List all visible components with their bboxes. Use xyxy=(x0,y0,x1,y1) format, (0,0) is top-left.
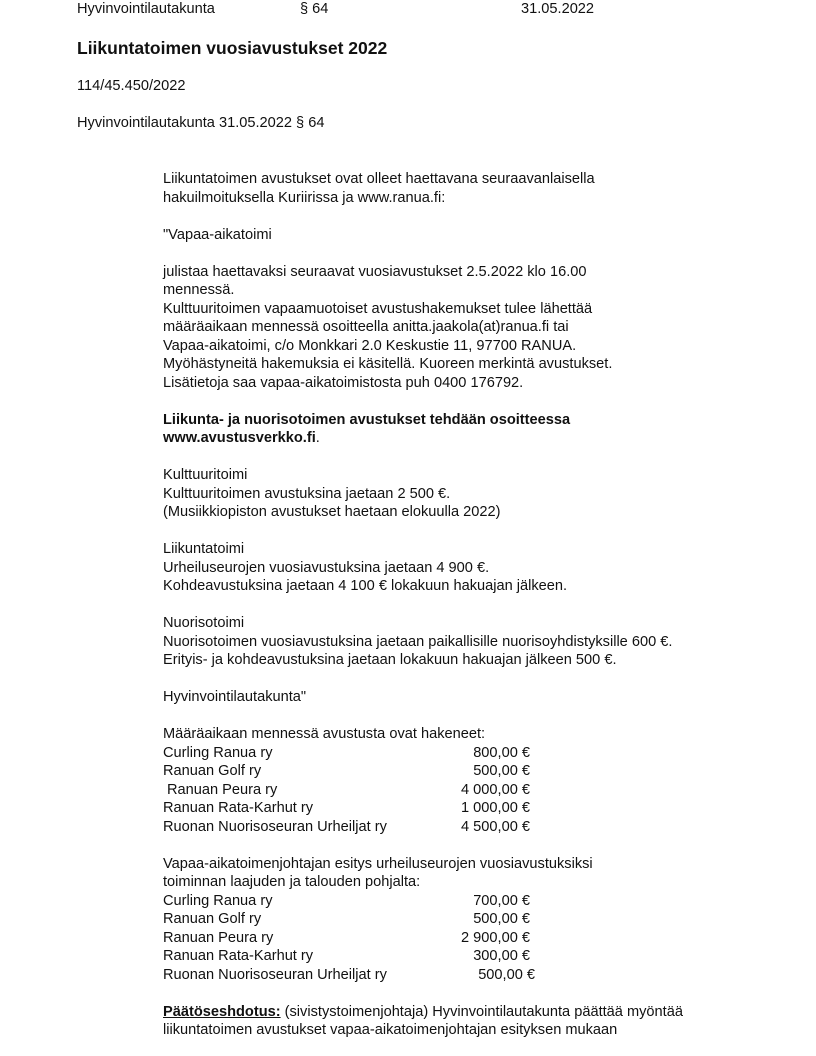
announcement-line: määräaikaan mennessä osoitteella anitta.jaakola(at)ranua.fi tai xyxy=(163,319,569,335)
proposal-heading: Vapaa-aikatoimenjohtajan esitys urheiluseurojen vuosiavustuksiksi xyxy=(163,855,593,872)
header-organ: Hyvinvointilautakunta xyxy=(77,1,215,17)
announcement-line: Lisätietoja saa vapaa-aikatoimistosta puh 0400 176792. xyxy=(163,374,524,391)
decision-text: (sivistystoimenjohtaja) Hyvinvointilautakunta päättää myöntää xyxy=(280,1003,683,1020)
section-line: Kulttuuritoimen avustuksina jaetaan 2 500 €. xyxy=(163,485,451,502)
proposal-amount: 500,00 € xyxy=(473,911,530,927)
diary-number: 114/45.450/2022 xyxy=(77,78,186,94)
announcement-line: julistaa haettavaksi seuraavat vuosiavustukset 2.5.2022 klo 16.00 xyxy=(163,263,587,280)
proposal-name: Ranuan Golf ry xyxy=(163,911,262,927)
decision-line xyxy=(163,1003,763,1022)
applicant-name: Curling Ranua ry xyxy=(163,744,273,761)
announcement-heading: "Vapaa-aikatoimi xyxy=(163,226,272,243)
application-portal-link-line: www.avustusverkko.fi. xyxy=(163,430,320,446)
announcement-line: Vapaa-aikatoimi, c/o Monkkari 2.0 Keskustie 11, 97700 RANUA. xyxy=(163,337,577,354)
section-line: Urheiluseurojen vuosiavustuksina jaetaan 4 900 €. xyxy=(163,559,490,576)
applicants-section xyxy=(163,725,763,836)
section-line: Kohdeavustuksina jaetaan 4 100 € lokakuun hakuajan jälkeen. xyxy=(163,578,568,594)
proposal-amount: 300,00 € xyxy=(473,948,530,964)
section-line: Erityis- ja kohdeavustuksina jaetaan lokakuun hakuajan jälkeen 500 €. xyxy=(163,652,617,668)
proposal-amount: 500,00 € xyxy=(478,966,535,983)
announcement-line: mennessä. xyxy=(163,282,235,298)
meeting-reference: Hyvinvointilautakunta 31.05.2022 § 64 xyxy=(77,115,325,131)
announcement-line: Kulttuuritoimen vapaamuotoiset avustushakemukset tulee lähettää xyxy=(163,300,593,317)
proposal-section xyxy=(163,855,763,985)
document-title: Liikuntatoimen vuosiavustukset 2022 xyxy=(77,38,388,58)
kulttuuritoimi-section xyxy=(163,466,763,522)
proposal-heading: toiminnan laajuden ja talouden pohjalta: xyxy=(163,874,421,890)
applicant-name: Ranuan Peura ry xyxy=(167,781,278,798)
nuorisotoimi-section xyxy=(163,614,763,670)
applicant-name: Ranuan Rata-Karhut ry xyxy=(163,800,314,816)
avustusverkko-link[interactable]: www.avustusverkko.fi xyxy=(163,430,316,446)
applicant-amount: 1 000,00 € xyxy=(461,800,530,816)
proposal-name: Ranuan Peura ry xyxy=(163,929,274,946)
header-section: § 64 xyxy=(300,1,329,17)
applicant-amount: 4 500,00 € xyxy=(461,818,530,835)
applicants-table xyxy=(163,744,763,837)
proposal-table xyxy=(163,892,763,985)
proposal-name: Curling Ranua ry xyxy=(163,892,273,909)
announcement-signature: Hyvinvointilautakunta" xyxy=(163,689,307,705)
header-date: 31.05.2022 xyxy=(521,1,595,17)
section-heading: Nuorisotoimi xyxy=(163,615,245,631)
proposal-name: Ranuan Rata-Karhut ry xyxy=(163,948,314,964)
proposal-amount: 2 900,00 € xyxy=(461,929,530,946)
intro xyxy=(163,170,763,207)
intro-line: hakuilmoituksella Kuriirissa ja www.ranua.fi: xyxy=(163,189,446,206)
decision-line: liikuntatoimen avustukset vapaa-aikatoimenjohtajan esityksen mukaan xyxy=(163,1022,618,1038)
section-heading: Kulttuuritoimi xyxy=(163,467,248,483)
decision-label: Päätöseshdotus: xyxy=(163,1003,281,1020)
applicant-name: Ruonan Nuorisoseuran Urheiljat ry xyxy=(163,818,387,835)
section-line: (Musiikkiopiston avustukset haetaan elokuulla 2022) xyxy=(163,504,501,520)
applicant-amount: 4 000,00 € xyxy=(461,781,530,798)
applicant-amount: 500,00 € xyxy=(473,763,530,779)
announcement-text xyxy=(163,263,763,393)
section-line: Nuorisotoimen vuosiavustuksina jaetaan paikallisille nuorisoyhdistyksille 600 €. xyxy=(163,633,673,650)
proposal-name: Ruonan Nuorisoseuran Urheiljat ry xyxy=(163,966,387,983)
applicants-heading: Määräaikaan mennessä avustusta ovat hakeneet: xyxy=(163,726,486,742)
section-heading: Liikuntatoimi xyxy=(163,541,245,557)
liikuntatoimi-section xyxy=(163,540,763,596)
intro-line: Liikuntatoimen avustukset ovat olleet haettavana seuraavanlaisella xyxy=(163,171,595,187)
application-portal-note: Liikunta- ja nuorisotoimen avustukset tehdään osoitteessa xyxy=(163,411,571,428)
proposal-amount: 700,00 € xyxy=(473,892,530,909)
document-body xyxy=(163,170,763,1040)
applicant-amount: 800,00 € xyxy=(473,744,530,761)
announcement-line: Myöhästyneitä hakemuksia ei käsitellä. Kuoreen merkintä avustukset. xyxy=(163,356,613,372)
applicant-name: Ranuan Golf ry xyxy=(163,763,262,779)
decision-proposal xyxy=(163,1003,763,1040)
